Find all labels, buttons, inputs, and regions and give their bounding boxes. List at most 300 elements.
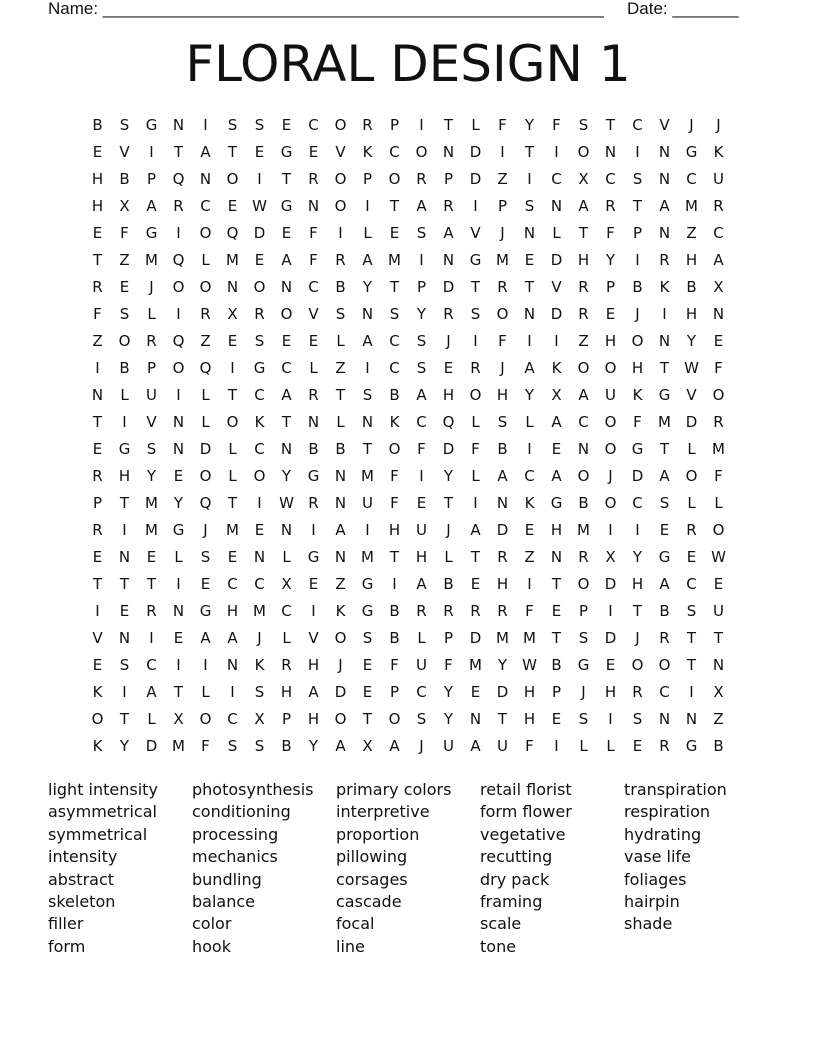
grid-letter[interactable]: L — [687, 494, 696, 512]
grid-letter[interactable]: N — [226, 656, 239, 674]
grid-letter[interactable]: R — [686, 521, 697, 539]
grid-letter[interactable]: R — [713, 413, 724, 431]
grid-letter[interactable]: L — [552, 224, 561, 242]
grid-letter[interactable]: H — [577, 251, 590, 269]
grid-letter[interactable]: T — [119, 494, 130, 512]
grid-letter[interactable]: J — [635, 305, 640, 323]
grid-letter[interactable]: E — [389, 224, 400, 242]
grid-letter[interactable]: C — [389, 359, 400, 377]
grid-letter[interactable]: N — [469, 710, 482, 728]
grid-letter[interactable]: D — [604, 575, 617, 593]
grid-letter[interactable]: V — [686, 386, 697, 404]
grid-letter[interactable]: L — [471, 116, 480, 134]
grid-letter[interactable]: W — [279, 494, 294, 512]
grid-letter[interactable]: E — [713, 575, 724, 593]
grid-letter[interactable]: N — [658, 224, 671, 242]
grid-letter[interactable]: N — [604, 143, 617, 161]
grid-letter[interactable]: G — [361, 575, 374, 593]
grid-letter[interactable]: O — [631, 656, 644, 674]
grid-letter[interactable]: Z — [335, 575, 346, 593]
grid-letter[interactable]: J — [581, 683, 586, 701]
grid-letter[interactable]: Y — [686, 332, 697, 350]
grid-letter[interactable]: N — [712, 305, 725, 323]
grid-letter[interactable]: N — [658, 332, 671, 350]
grid-letter[interactable]: O — [604, 440, 617, 458]
grid-letter[interactable]: E — [470, 575, 481, 593]
grid-letter[interactable]: M — [388, 251, 401, 269]
grid-letter[interactable]: I — [365, 359, 370, 377]
grid-letter[interactable]: C — [416, 413, 427, 431]
grid-letter[interactable]: S — [227, 116, 238, 134]
grid-letter[interactable]: I — [176, 575, 181, 593]
grid-letter[interactable]: P — [389, 683, 400, 701]
grid-letter[interactable]: N — [307, 197, 320, 215]
grid-letter[interactable]: I — [662, 305, 667, 323]
grid-letter[interactable]: N — [172, 413, 185, 431]
grid-letter[interactable]: O — [685, 467, 698, 485]
grid-letter[interactable]: C — [659, 683, 670, 701]
grid-letter[interactable]: A — [551, 467, 562, 485]
grid-letter[interactable]: T — [146, 575, 157, 593]
grid-letter[interactable]: L — [201, 683, 210, 701]
grid-letter[interactable]: A — [227, 629, 238, 647]
grid-letter[interactable]: A — [551, 413, 562, 431]
grid-letter[interactable]: O — [388, 440, 401, 458]
grid-letter[interactable]: H — [307, 656, 320, 674]
grid-letter[interactable]: I — [176, 224, 181, 242]
grid-letter[interactable]: M — [469, 656, 482, 674]
grid-letter[interactable]: A — [389, 737, 400, 755]
grid-letter[interactable]: P — [605, 278, 616, 296]
grid-letter[interactable]: E — [659, 521, 670, 539]
grid-letter[interactable]: T — [335, 386, 346, 404]
grid-letter[interactable]: T — [227, 386, 238, 404]
grid-letter[interactable]: P — [416, 278, 427, 296]
grid-letter[interactable]: T — [389, 278, 400, 296]
grid-letter[interactable]: L — [228, 467, 237, 485]
grid-letter[interactable]: R — [443, 197, 454, 215]
grid-letter[interactable]: F — [390, 467, 399, 485]
grid-letter[interactable]: T — [92, 575, 103, 593]
grid-letter[interactable]: D — [550, 305, 563, 323]
grid-letter[interactable]: T — [470, 548, 481, 566]
grid-letter[interactable]: E — [254, 251, 265, 269]
grid-letter[interactable]: S — [578, 710, 589, 728]
grid-letter[interactable]: R — [308, 386, 319, 404]
grid-letter[interactable]: H — [523, 683, 536, 701]
grid-letter[interactable]: U — [362, 494, 373, 512]
grid-letter[interactable]: I — [527, 575, 532, 593]
grid-letter[interactable]: H — [604, 332, 617, 350]
grid-letter[interactable]: E — [173, 467, 184, 485]
grid-letter[interactable]: G — [145, 116, 158, 134]
grid-letter[interactable]: T — [173, 143, 184, 161]
grid-letter[interactable]: K — [254, 656, 265, 674]
grid-letter[interactable]: O — [334, 197, 347, 215]
grid-letter[interactable]: P — [443, 629, 454, 647]
grid-letter[interactable]: R — [578, 305, 589, 323]
grid-letter[interactable]: L — [282, 548, 291, 566]
grid-letter[interactable]: R — [146, 332, 157, 350]
grid-letter[interactable]: D — [631, 467, 644, 485]
grid-letter[interactable]: P — [146, 359, 157, 377]
grid-letter[interactable]: P — [443, 170, 454, 188]
grid-letter[interactable]: L — [444, 548, 453, 566]
grid-letter[interactable]: S — [686, 602, 697, 620]
grid-letter[interactable]: J — [446, 521, 451, 539]
grid-letter[interactable]: Y — [497, 656, 508, 674]
grid-letter[interactable]: X — [551, 386, 562, 404]
grid-letter[interactable]: C — [227, 575, 238, 593]
grid-letter[interactable]: T — [443, 116, 454, 134]
grid-letter[interactable]: J — [446, 332, 451, 350]
grid-letter[interactable]: L — [606, 737, 615, 755]
grid-letter[interactable]: I — [311, 602, 316, 620]
grid-letter[interactable]: S — [416, 224, 427, 242]
grid-letter[interactable]: W — [252, 197, 267, 215]
grid-letter[interactable]: X — [713, 683, 724, 701]
grid-letter[interactable]: P — [578, 602, 589, 620]
grid-letter[interactable]: O — [604, 359, 617, 377]
grid-letter[interactable]: I — [608, 602, 613, 620]
grid-letter[interactable]: L — [336, 413, 345, 431]
grid-letter[interactable]: H — [91, 170, 104, 188]
grid-letter[interactable]: A — [362, 251, 373, 269]
grid-letter[interactable]: C — [524, 467, 535, 485]
grid-letter[interactable]: C — [416, 683, 427, 701]
grid-letter[interactable]: G — [469, 251, 482, 269]
grid-letter[interactable]: P — [389, 116, 400, 134]
grid-letter[interactable]: N — [334, 467, 347, 485]
grid-letter[interactable]: L — [120, 386, 129, 404]
grid-letter[interactable]: Y — [443, 683, 454, 701]
grid-letter[interactable]: X — [254, 710, 265, 728]
grid-letter[interactable]: B — [578, 494, 589, 512]
grid-letter[interactable]: H — [496, 575, 509, 593]
grid-letter[interactable]: R — [713, 197, 724, 215]
grid-letter[interactable]: F — [444, 656, 453, 674]
grid-letter[interactable]: G — [118, 440, 131, 458]
grid-letter[interactable]: N — [334, 494, 347, 512]
grid-letter[interactable]: Y — [524, 116, 535, 134]
grid-letter[interactable]: M — [226, 251, 239, 269]
grid-letter[interactable]: V — [119, 143, 130, 161]
grid-letter[interactable]: T — [119, 575, 130, 593]
grid-letter[interactable]: I — [311, 521, 316, 539]
grid-letter[interactable]: C — [227, 710, 238, 728]
grid-letter[interactable]: N — [199, 170, 212, 188]
grid-letter[interactable]: N — [118, 548, 131, 566]
grid-letter[interactable]: N — [442, 143, 455, 161]
grid-letter[interactable]: A — [470, 737, 481, 755]
grid-letter[interactable]: E — [308, 575, 319, 593]
grid-letter[interactable]: A — [146, 683, 157, 701]
grid-letter[interactable]: I — [122, 521, 127, 539]
grid-letter[interactable]: U — [443, 737, 454, 755]
grid-letter[interactable]: H — [685, 251, 698, 269]
grid-letter[interactable]: I — [419, 467, 424, 485]
grid-letter[interactable]: S — [470, 305, 481, 323]
grid-letter[interactable]: G — [307, 467, 320, 485]
grid-letter[interactable]: V — [659, 116, 670, 134]
grid-letter[interactable]: S — [119, 116, 130, 134]
grid-letter[interactable]: R — [416, 602, 427, 620]
grid-letter[interactable]: F — [525, 737, 534, 755]
grid-letter[interactable]: E — [605, 305, 616, 323]
grid-letter[interactable]: D — [199, 440, 212, 458]
grid-letter[interactable]: E — [416, 494, 427, 512]
grid-letter[interactable]: G — [280, 197, 293, 215]
grid-letter[interactable]: Y — [524, 386, 535, 404]
grid-letter[interactable]: R — [362, 116, 373, 134]
grid-letter[interactable]: G — [658, 548, 671, 566]
grid-letter[interactable]: G — [172, 521, 185, 539]
grid-letter[interactable]: S — [524, 197, 535, 215]
grid-letter[interactable]: A — [578, 197, 589, 215]
grid-letter[interactable]: S — [497, 413, 508, 431]
grid-letter[interactable]: E — [713, 332, 724, 350]
grid-letter[interactable]: M — [361, 548, 374, 566]
grid-letter[interactable]: N — [442, 251, 455, 269]
grid-letter[interactable]: Z — [578, 332, 589, 350]
grid-letter[interactable]: O — [415, 143, 428, 161]
grid-letter[interactable]: A — [146, 197, 157, 215]
grid-letter[interactable]: T — [281, 170, 292, 188]
grid-letter[interactable]: O — [577, 467, 590, 485]
grid-letter[interactable]: C — [146, 656, 157, 674]
grid-letter[interactable]: F — [390, 656, 399, 674]
grid-letter[interactable]: O — [388, 170, 401, 188]
grid-letter[interactable]: L — [147, 305, 156, 323]
grid-letter[interactable]: I — [392, 575, 397, 593]
grid-letter[interactable]: A — [335, 737, 346, 755]
grid-letter[interactable]: A — [281, 386, 292, 404]
grid-letter[interactable]: O — [226, 413, 239, 431]
grid-letter[interactable]: M — [685, 197, 698, 215]
grid-letter[interactable]: C — [200, 197, 211, 215]
grid-letter[interactable]: B — [335, 440, 346, 458]
grid-letter[interactable]: O — [334, 170, 347, 188]
grid-letter[interactable]: N — [280, 278, 293, 296]
grid-letter[interactable]: M — [172, 737, 185, 755]
grid-letter[interactable]: O — [388, 710, 401, 728]
grid-letter[interactable]: H — [631, 575, 644, 593]
grid-letter[interactable]: J — [149, 278, 154, 296]
grid-letter[interactable]: R — [308, 494, 319, 512]
grid-letter[interactable]: E — [362, 656, 373, 674]
grid-letter[interactable]: N — [712, 656, 725, 674]
grid-letter[interactable]: L — [417, 629, 426, 647]
grid-letter[interactable]: C — [632, 494, 643, 512]
grid-letter[interactable]: R — [659, 737, 670, 755]
grid-letter[interactable]: X — [281, 575, 292, 593]
grid-letter[interactable]: K — [254, 413, 265, 431]
name-field[interactable]: Name: _____________________________________________________ — [48, 0, 604, 18]
grid-letter[interactable]: H — [388, 521, 401, 539]
grid-letter[interactable]: D — [442, 278, 455, 296]
grid-letter[interactable]: Y — [119, 737, 130, 755]
grid-letter[interactable]: L — [147, 710, 156, 728]
grid-letter[interactable]: X — [713, 278, 724, 296]
grid-letter[interactable]: D — [334, 683, 347, 701]
grid-letter[interactable]: E — [92, 440, 103, 458]
grid-letter[interactable]: N — [280, 521, 293, 539]
grid-letter[interactable]: E — [254, 143, 265, 161]
grid-letter[interactable]: N — [685, 710, 698, 728]
grid-letter[interactable]: E — [281, 224, 292, 242]
grid-letter[interactable]: N — [577, 440, 590, 458]
grid-letter[interactable]: J — [257, 629, 262, 647]
grid-letter[interactable]: E — [686, 548, 697, 566]
grid-letter[interactable]: Z — [497, 170, 508, 188]
grid-letter[interactable]: Z — [713, 710, 724, 728]
grid-letter[interactable]: L — [201, 413, 210, 431]
grid-letter[interactable]: M — [145, 494, 158, 512]
grid-letter[interactable]: I — [149, 629, 154, 647]
grid-letter[interactable]: H — [523, 710, 536, 728]
grid-letter[interactable]: T — [632, 602, 643, 620]
grid-letter[interactable]: R — [443, 305, 454, 323]
grid-letter[interactable]: I — [527, 332, 532, 350]
grid-letter[interactable]: Q — [172, 170, 185, 188]
grid-letter[interactable]: I — [365, 197, 370, 215]
grid-letter[interactable]: V — [146, 413, 157, 431]
grid-letter[interactable]: D — [496, 521, 509, 539]
grid-letter[interactable]: I — [689, 683, 694, 701]
grid-letter[interactable]: T — [92, 251, 103, 269]
grid-letter[interactable]: T — [281, 413, 292, 431]
grid-letter[interactable]: M — [523, 629, 536, 647]
grid-letter[interactable]: G — [550, 494, 563, 512]
grid-letter[interactable]: Y — [605, 251, 616, 269]
grid-letter[interactable]: G — [253, 359, 266, 377]
grid-letter[interactable]: L — [336, 332, 345, 350]
grid-letter[interactable]: A — [524, 359, 535, 377]
grid-letter[interactable]: I — [473, 332, 478, 350]
grid-letter[interactable]: G — [685, 737, 698, 755]
grid-letter[interactable]: A — [362, 332, 373, 350]
grid-letter[interactable]: S — [146, 440, 157, 458]
grid-letter[interactable]: I — [635, 251, 640, 269]
grid-letter[interactable]: T — [497, 710, 508, 728]
grid-letter[interactable]: H — [415, 548, 428, 566]
grid-letter[interactable]: O — [280, 305, 293, 323]
grid-letter[interactable]: E — [92, 224, 103, 242]
grid-letter[interactable]: T — [686, 629, 697, 647]
grid-letter[interactable]: B — [119, 170, 130, 188]
grid-letter[interactable]: T — [362, 710, 373, 728]
grid-letter[interactable]: I — [527, 440, 532, 458]
grid-letter[interactable]: S — [254, 683, 265, 701]
grid-letter[interactable]: C — [254, 440, 265, 458]
grid-letter[interactable]: A — [497, 467, 508, 485]
grid-letter[interactable]: E — [605, 656, 616, 674]
grid-letter[interactable]: N — [361, 305, 374, 323]
grid-letter[interactable]: B — [686, 278, 697, 296]
grid-letter[interactable]: O — [199, 278, 212, 296]
grid-letter[interactable]: C — [686, 170, 697, 188]
grid-letter[interactable]: R — [470, 359, 481, 377]
grid-letter[interactable]: I — [608, 710, 613, 728]
grid-letter[interactable]: D — [469, 629, 482, 647]
date-field[interactable]: Date: _______ — [627, 0, 739, 18]
grid-letter[interactable]: G — [307, 548, 320, 566]
grid-letter[interactable]: C — [551, 170, 562, 188]
grid-letter[interactable]: P — [281, 710, 292, 728]
grid-letter[interactable]: F — [525, 602, 534, 620]
grid-letter[interactable]: F — [390, 494, 399, 512]
grid-letter[interactable]: S — [119, 656, 130, 674]
grid-letter[interactable]: R — [281, 656, 292, 674]
grid-letter[interactable]: A — [659, 197, 670, 215]
grid-letter[interactable]: G — [199, 602, 212, 620]
grid-letter[interactable]: O — [604, 413, 617, 431]
grid-letter[interactable]: J — [419, 737, 424, 755]
grid-letter[interactable]: I — [500, 143, 505, 161]
grid-letter[interactable]: N — [658, 710, 671, 728]
grid-letter[interactable]: I — [365, 521, 370, 539]
grid-letter[interactable]: S — [254, 116, 265, 134]
grid-letter[interactable]: O — [226, 170, 239, 188]
grid-letter[interactable]: I — [608, 521, 613, 539]
grid-letter[interactable]: N — [91, 386, 104, 404]
grid-letter[interactable]: R — [92, 278, 103, 296]
grid-letter[interactable]: T — [632, 197, 643, 215]
grid-letter[interactable]: F — [417, 440, 426, 458]
grid-letter[interactable]: J — [716, 116, 721, 134]
grid-letter[interactable]: S — [416, 710, 427, 728]
grid-letter[interactable]: A — [470, 521, 481, 539]
grid-letter[interactable]: C — [389, 143, 400, 161]
grid-letter[interactable]: K — [92, 683, 103, 701]
grid-letter[interactable]: J — [689, 116, 694, 134]
grid-letter[interactable]: Y — [416, 305, 427, 323]
grid-letter[interactable]: V — [551, 278, 562, 296]
grid-letter[interactable]: E — [524, 251, 535, 269]
grid-letter[interactable]: S — [578, 629, 589, 647]
grid-letter[interactable]: S — [632, 170, 643, 188]
grid-letter[interactable]: Z — [200, 332, 211, 350]
grid-letter[interactable]: U — [713, 602, 724, 620]
grid-letter[interactable]: N — [172, 116, 185, 134]
grid-letter[interactable]: T — [227, 494, 238, 512]
grid-letter[interactable]: P — [146, 170, 157, 188]
grid-letter[interactable]: I — [554, 332, 559, 350]
grid-letter[interactable]: H — [604, 683, 617, 701]
grid-letter[interactable]: R — [605, 197, 616, 215]
grid-letter[interactable]: K — [659, 278, 670, 296]
grid-letter[interactable]: R — [659, 629, 670, 647]
grid-letter[interactable]: P — [497, 197, 508, 215]
grid-letter[interactable]: M — [145, 251, 158, 269]
grid-letter[interactable]: S — [389, 305, 400, 323]
grid-letter[interactable]: Y — [632, 548, 643, 566]
grid-letter[interactable]: E — [281, 116, 292, 134]
grid-letter[interactable]: T — [686, 656, 697, 674]
grid-letter[interactable]: K — [335, 602, 346, 620]
grid-letter[interactable]: E — [227, 548, 238, 566]
grid-letter[interactable]: T — [659, 359, 670, 377]
grid-letter[interactable]: I — [95, 359, 100, 377]
grid-letter[interactable]: D — [145, 737, 158, 755]
grid-letter[interactable]: S — [632, 710, 643, 728]
grid-letter[interactable]: D — [253, 224, 266, 242]
grid-letter[interactable]: U — [416, 656, 427, 674]
grid-letter[interactable]: I — [203, 656, 208, 674]
grid-letter[interactable]: I — [338, 224, 343, 242]
grid-letter[interactable]: N — [172, 440, 185, 458]
grid-letter[interactable]: N — [658, 143, 671, 161]
